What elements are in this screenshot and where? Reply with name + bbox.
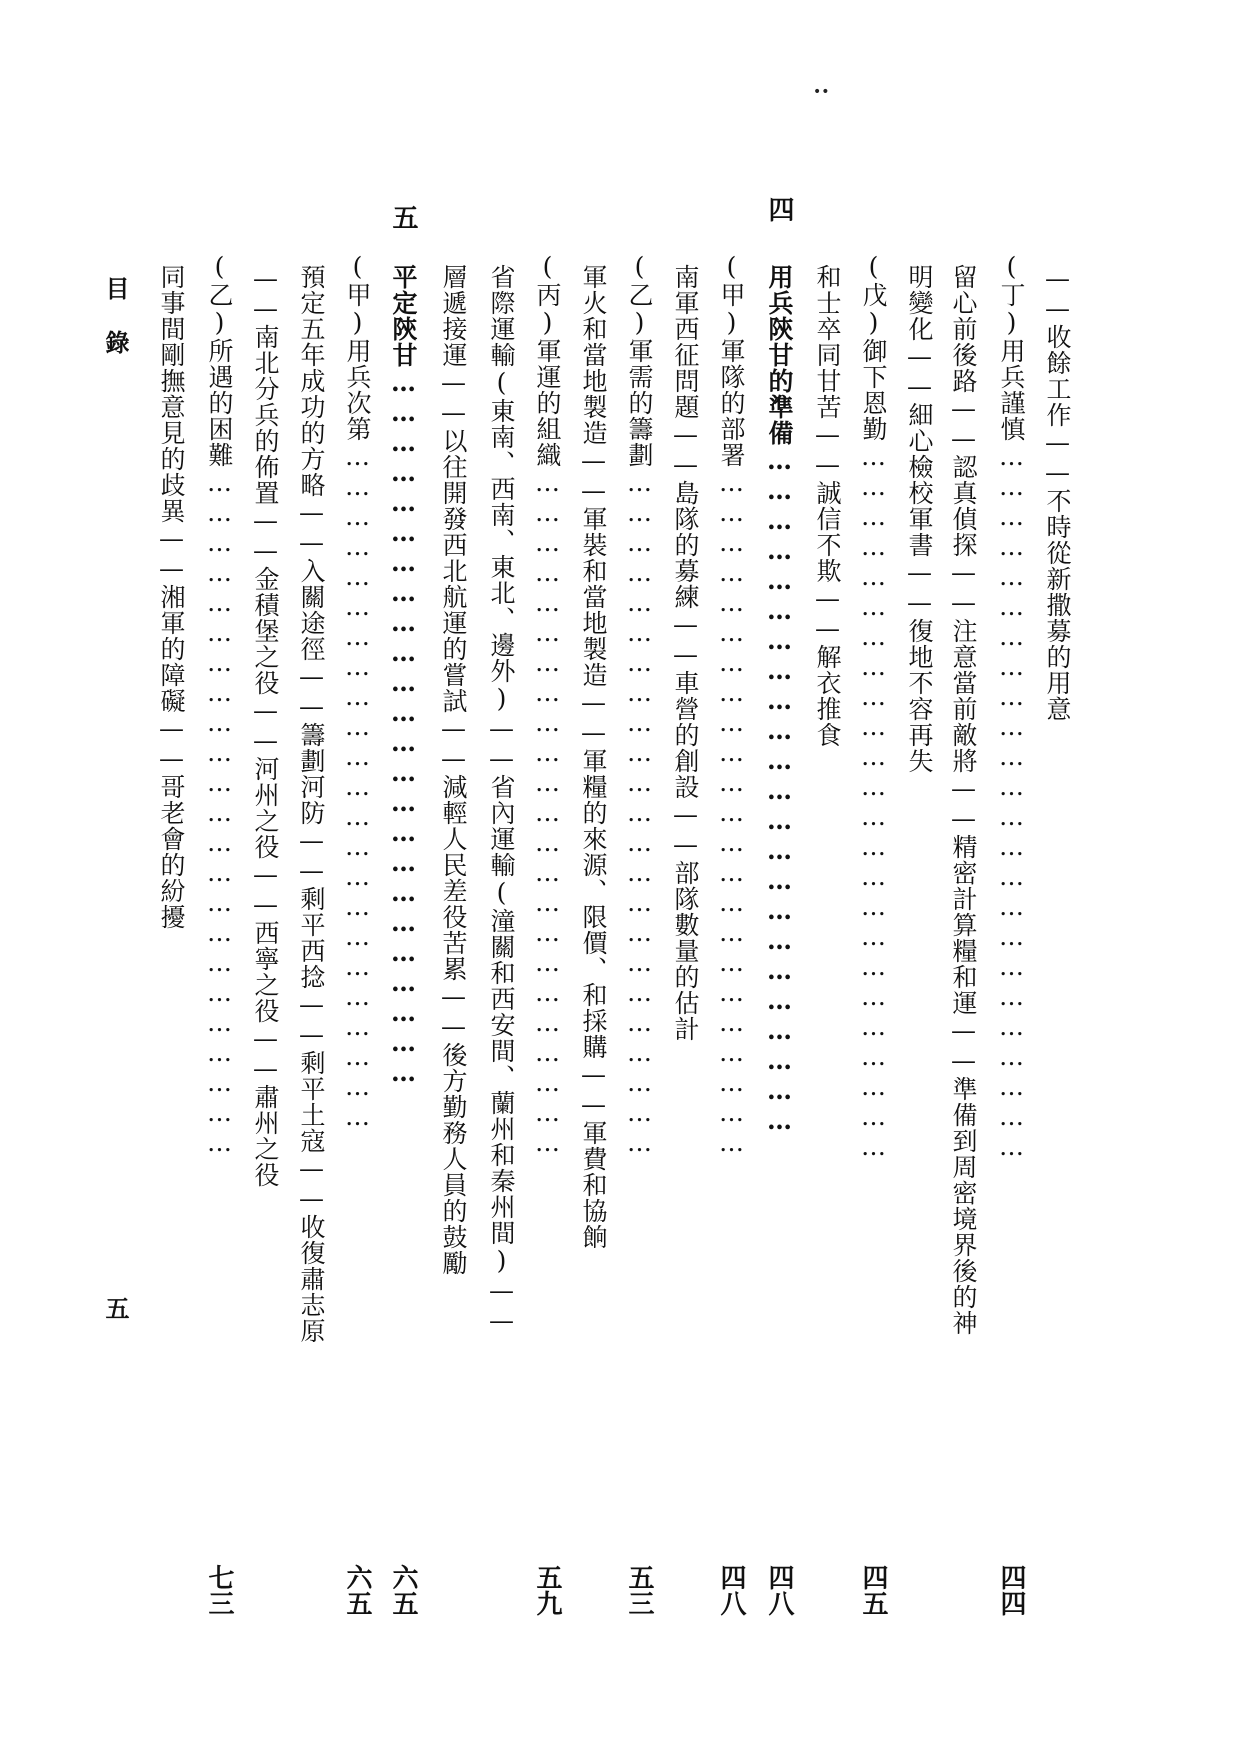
- toc-page-number: 七三: [204, 1564, 234, 1616]
- toc-line: (乙)軍需的籌劃……………………………………………………………: [625, 252, 654, 1158]
- toc-line: 和士卒同甘苦——誠信不欺——解衣推食: [813, 264, 842, 748]
- toc-line: 用兵陝甘的準備……………………………………………………………: [765, 264, 794, 1136]
- folio-page-number: 五: [101, 1296, 130, 1320]
- page-mark: ••: [813, 84, 830, 100]
- toc-line: 平定陝甘………………………………………………………………: [389, 264, 418, 1088]
- section-number-four: 四: [764, 196, 794, 222]
- toc-page-number: 四四: [996, 1564, 1026, 1616]
- toc-page-number: 五九: [532, 1564, 562, 1616]
- toc-line: ——南北分兵的佈置——金積堡之役——河州之役——西寧之役——肅州之役: [251, 264, 280, 1188]
- toc-line: (乙)所遇的困難……………………………………………………………: [205, 252, 234, 1158]
- toc-line: 省際運輸(東南、西南、東北、邊外)——省內運輸(潼關和西安間、蘭州和秦州間)——: [487, 264, 516, 1336]
- toc-line: 明變化——細心檢校軍書——復地不容再失: [905, 264, 934, 774]
- toc-line: 軍火和當地製造——軍裝和當地製造——軍糧的來源、限價、和採購——軍費和協餉: [579, 264, 608, 1250]
- toc-page-number: 六五: [342, 1564, 372, 1616]
- toc-line: (甲)軍隊的部署……………………………………………………………: [717, 252, 746, 1158]
- toc-line: 層遞接運——以往開發西北航運的嘗試——減輕人民差役苦累——後方勤務人員的鼓勵: [439, 264, 468, 1276]
- toc-page-number: 六五: [388, 1564, 418, 1616]
- toc-line: 南軍西征問題——島隊的募練——車營的創設——部隊數量的估計: [671, 264, 700, 1042]
- running-title: 目錄: [101, 276, 130, 384]
- toc-page-number: 五三: [624, 1564, 654, 1616]
- toc-line: 預定五年成功的方略——入關途徑——籌劃河防——剩平西捻——剩平土寇——收復肅志原: [297, 264, 326, 1344]
- toc-page-number: 四五: [858, 1564, 888, 1616]
- toc-line: (甲)用兵次第……………………………………………………………: [343, 252, 372, 1132]
- toc-line: ——收餘工作——不時從新撒募的用意: [1043, 264, 1072, 722]
- toc-page-number: 四八: [764, 1564, 794, 1616]
- toc-line: (戊)御下恩勤………………………………………………………………: [859, 252, 888, 1162]
- toc-line: (丙)軍運的組織……………………………………………………………: [533, 252, 562, 1158]
- toc-line: (丁)用兵謹慎………………………………………………………………: [997, 252, 1026, 1162]
- section-number-five: 五: [388, 204, 418, 230]
- toc-page-number: 四八: [716, 1564, 746, 1616]
- toc-line: 同事間剛撫意見的歧異——湘軍的障礙——哥老會的紛擾: [157, 264, 186, 930]
- toc-line: 留心前後路——認真偵探——注意當前敵將——精密計算糧和運——準備到周密境界後的神: [949, 264, 978, 1336]
